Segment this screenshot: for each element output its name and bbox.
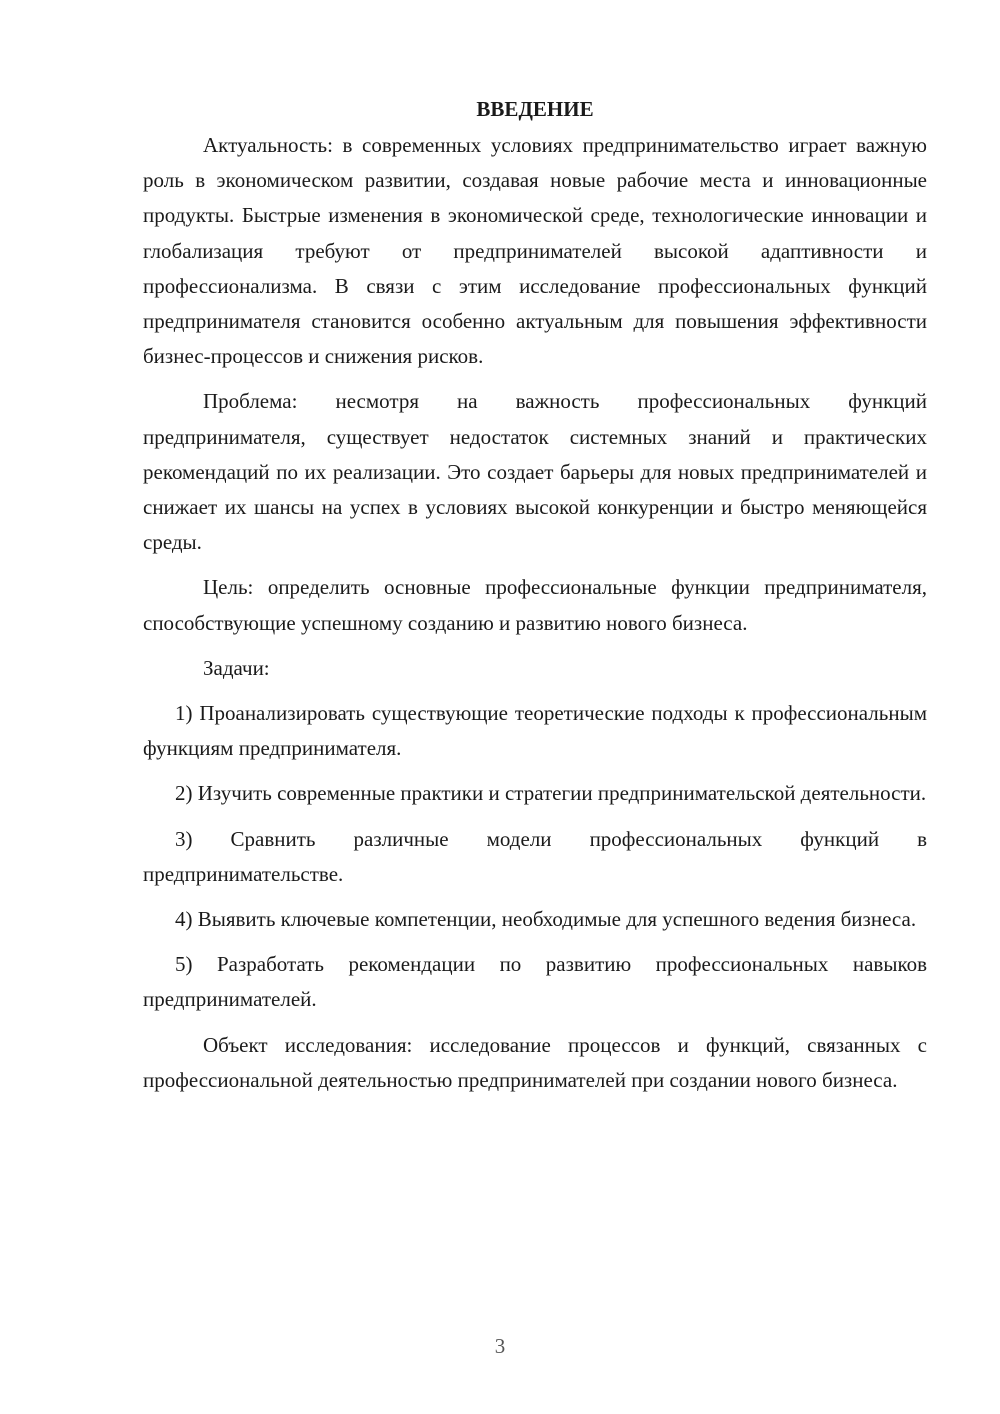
task-item: 4) Выявить ключевые компетенции, необходимые для успешного ведения бизнеса. <box>175 907 917 932</box>
object-paragraph: Объект исследования: исследование процессов и функций, связанных с профессиональной деятельностью предпринимателей при создании нового бизнеса. <box>143 1032 927 1092</box>
page-number: 3 <box>494 1334 506 1358</box>
task-item: 5) Разработать рекомендации по развитию профессиональных навыков предпринимателей. <box>143 952 927 1012</box>
relevance-paragraph: Актуальность: в современных условиях предпринимательство играет важную роль в экономическом развитии, создавая новые рабочие места и инновационные продукты. Быстрые изменения в экономической среде, технологические инновации и глобализация требуют от предпринимателей высокой адаптивности и профессионализма. В связи с этим исследование профессиональных функций предпринимателя становится особенно актуальным для повышения эффективности бизнес-процессов и снижения рисков. <box>143 133 927 369</box>
section-title: ВВЕДЕНИЕ <box>476 97 594 121</box>
task-item: 3) Сравнить различные модели профессиональных функций в предпринимательстве. <box>143 826 927 886</box>
problem-paragraph: Проблема: несмотря на важность профессиональных функций предпринимателя, существует недостаток системных знаний и практических рекомендаций по их реализации. Это создает барьеры для новых предпринимателей и снижает их шансы на успех в условиях высокой конкуренции и быстро меняющейся среды. <box>143 389 927 555</box>
goal-paragraph: Цель: определить основные профессиональные функции предпринимателя, способствующие успешному созданию и развитию нового бизнеса. <box>143 575 927 635</box>
tasks-label: Задачи: <box>203 655 270 680</box>
tasks-list <box>143 696 927 1018</box>
page-content <box>143 92 927 1108</box>
task-item: 2) Изучить современные практики и стратегии предпринимательской деятельности. <box>175 781 927 806</box>
task-item: 1) Проанализировать существующие теоретические подходы к профессиональным функциям предпринимателя. <box>143 701 927 761</box>
